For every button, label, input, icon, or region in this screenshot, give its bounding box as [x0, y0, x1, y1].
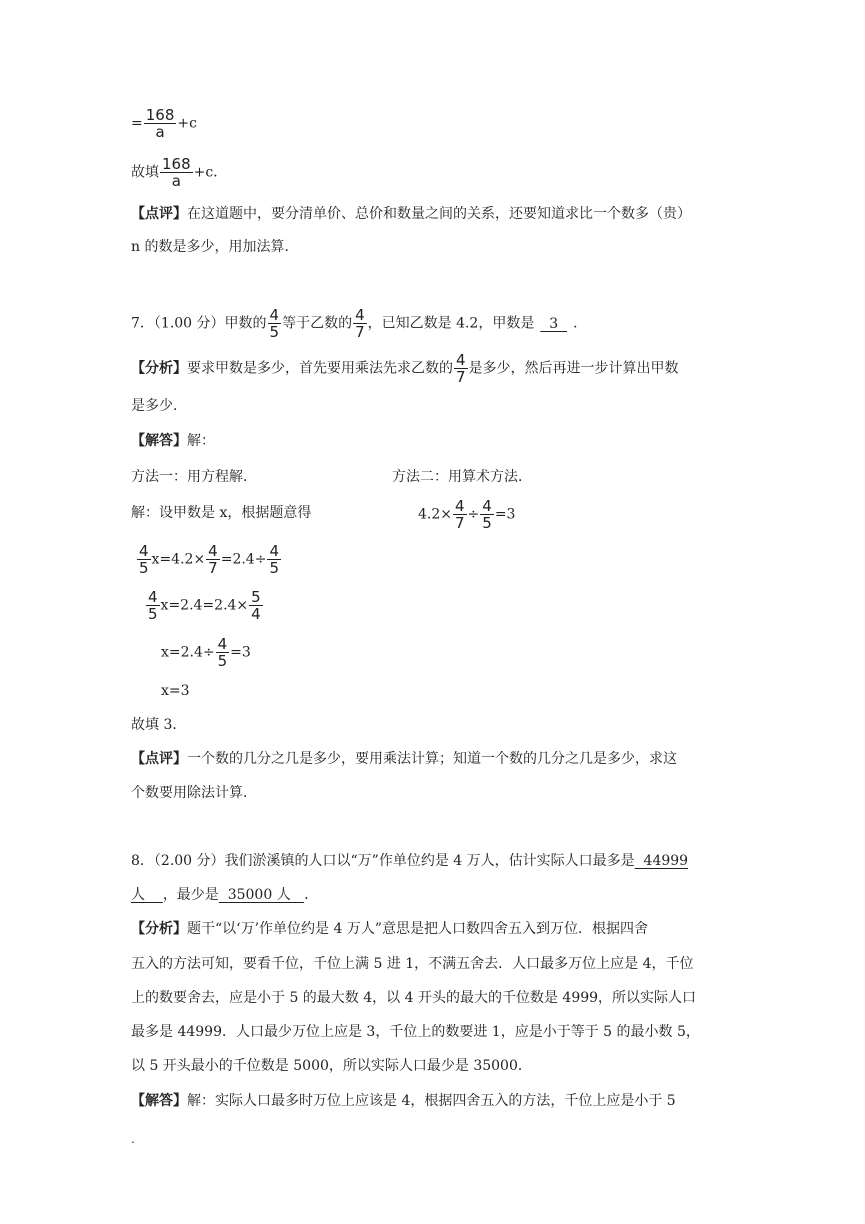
fraction-168-a: $\frac{168}{a}$	[162, 155, 191, 190]
comment-text: 在这道题中，要分清单价、总价和数量之间的关系，还要知道求比一个数多（贵）	[187, 206, 691, 222]
q7-analysis	[131, 352, 679, 385]
fraction-4-5: $\frac{4}{5}$	[269, 306, 280, 341]
solution-text: 解：实际人口最多时万位上应该是 4，根据四舍五入的方法，千位上应是小于 5	[187, 1093, 676, 1109]
q7-fill: 故填 3．	[131, 717, 187, 733]
equation-step-3	[161, 636, 251, 669]
comment-line	[131, 203, 691, 225]
fraction-4-5: $\frac{4}{5}$	[269, 542, 279, 577]
equation-line	[131, 107, 197, 140]
q8-analysis	[131, 918, 648, 940]
method-two: 方法二：用算术方法．	[392, 469, 532, 485]
fraction-168-a: $\frac{168}{a}$	[145, 106, 175, 141]
method-one: 方法一：用方程解．	[131, 469, 257, 485]
comment-line-2: n 的数是多少，用加法算．	[131, 239, 299, 255]
calc-a: 4.2×	[418, 506, 452, 523]
calc-div: ÷	[467, 506, 480, 523]
q7-stem	[131, 307, 587, 340]
fraction-4-7: $\frac{4}{7}$	[208, 542, 218, 577]
fraction-4-7: $\frac{4}{7}$	[355, 306, 365, 341]
fraction-4-7: $\frac{4}{7}$	[455, 497, 465, 532]
footer-mark: .	[131, 1132, 135, 1146]
analysis-text-b: 是多少，然后再进一步计算出甲数	[468, 360, 679, 377]
q8-answer-max-part2: 人	[131, 887, 163, 903]
method-two-calc	[418, 498, 515, 531]
analysis-tag: 【分析】	[131, 360, 187, 377]
q7-comment	[131, 748, 677, 770]
q8-analysis-line2: 五入的方法可知，要看千位，千位上满 5 进 1，不满五舍去．人口最多万位上应是 4，千位	[131, 956, 694, 972]
solution-tag: 【解答】	[131, 1093, 187, 1109]
step2-mid: x=2.4=2.4×	[160, 597, 249, 614]
q7-stem-end: ．	[573, 315, 588, 332]
equation-step-4: x=3	[161, 683, 190, 699]
fraction-4-5: $\frac{4}{5}$	[482, 497, 492, 532]
q8-solution	[131, 1090, 676, 1112]
comment-tag: 【点评】	[131, 751, 187, 767]
q8-stem	[131, 850, 688, 872]
fraction-4-5: $\frac{4}{5}$	[139, 542, 149, 577]
comment-text: 一个数的几分之几是多少，要用乘法计算；知道一个数的几分之几是多少，求这	[187, 751, 677, 767]
fill-answer-line	[131, 156, 227, 189]
step3-end: =3	[230, 644, 251, 661]
solution-head: 解：	[187, 433, 215, 449]
q8-analysis-line5: 以 5 开头最小的千位数是 5000，所以实际人口最少是 35000．	[131, 1058, 532, 1074]
q8-mid: ，最少是	[162, 887, 219, 903]
fill-prefix: 故填	[131, 164, 159, 181]
q8-analysis-line3: 上的数要舍去，应是小于 5 的最大数 4，以 4 开头的最大的千位数是 4999，所以实际人口	[131, 990, 697, 1006]
step3-a: x=2.4÷	[161, 644, 215, 661]
q8-end: ．	[304, 887, 319, 903]
solution-tag: 【解答】	[131, 433, 187, 449]
q8-analysis-line4: 最多是 44999．人口最少万位上应是 3，千位上的数要进 1，应是小于等于 5 的最小数 5，	[131, 1024, 700, 1040]
q7-stem-c: ，已知乙数是 4.2，甲数是	[367, 315, 535, 332]
equation-step-1	[136, 543, 282, 576]
q8-stem-line2	[131, 884, 318, 906]
analysis-text: 题干“以‘万’作单位约是 4 万人”意思是把人口数四舍五入到万位．根据四舍	[187, 921, 649, 937]
q7-analysis-line2: 是多少．	[131, 398, 187, 414]
equation-step-2	[145, 589, 264, 622]
q8-answer-min: 35000 人	[218, 887, 305, 903]
eq-prefix: =	[131, 115, 143, 132]
analysis-text-a: 要求甲数是多少，首先要用乘法先求乙数的	[187, 360, 453, 377]
fraction-4-5: $\frac{4}{5}$	[217, 635, 228, 670]
comment-tag: 【点评】	[131, 206, 187, 222]
q7-answer: 3	[540, 315, 568, 332]
step1-b: =2.4÷	[220, 551, 267, 568]
fraction-4-7: $\frac{4}{7}$	[456, 351, 466, 386]
q7-solution-head	[131, 430, 215, 452]
fill-suffix: +c．	[193, 164, 228, 181]
step1-mid: x=4.2×	[151, 551, 206, 568]
eq-suffix: +c	[177, 115, 197, 132]
fraction-5-4: $\frac{5}{4}$	[251, 588, 261, 623]
q7-stem-b: 等于乙数的	[282, 315, 353, 332]
setup-line: 解：设甲数是 x，根据题意得	[131, 505, 312, 521]
q8-stem-text: 8．（2.00 分）我们淤溪镇的人口以“万”作单位约是 4 万人，估计实际人口最多是	[131, 853, 635, 869]
q7-comment-line2: 个数要用除法计算．	[131, 785, 257, 801]
calc-end: =3	[494, 506, 516, 523]
fraction-4-5: $\frac{4}{5}$	[148, 588, 158, 623]
analysis-tag: 【分析】	[131, 921, 187, 937]
q7-stem-a: 7．（1.00 分）甲数的	[131, 315, 267, 332]
q8-answer-max-part1: 44999	[634, 853, 689, 869]
